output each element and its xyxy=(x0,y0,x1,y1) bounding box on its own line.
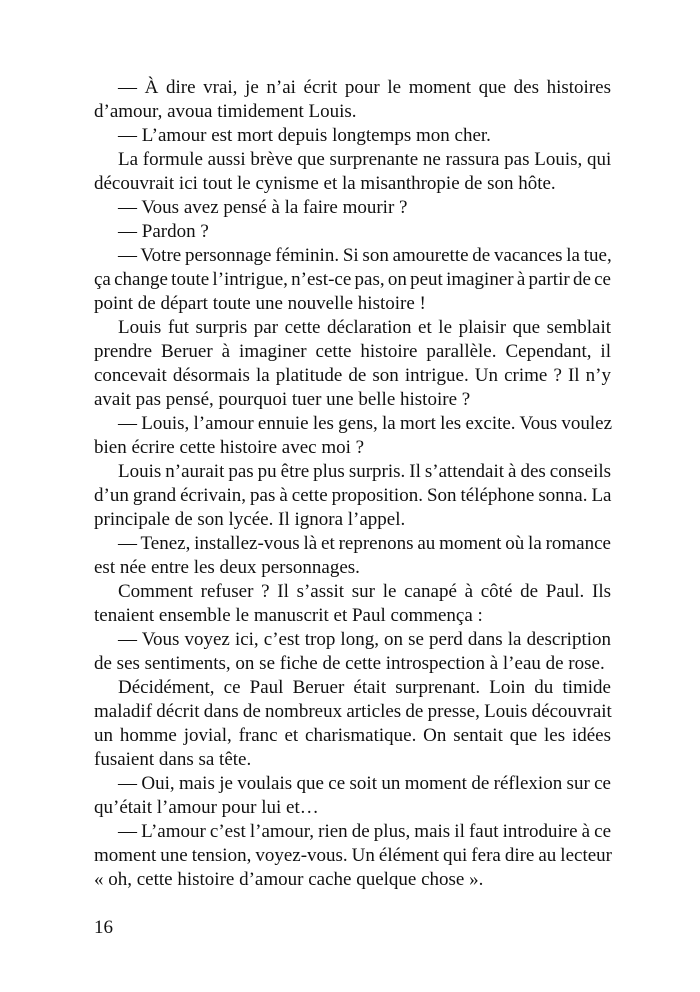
page-number: 16 xyxy=(94,917,113,938)
body-text xyxy=(94,76,611,892)
text-line: Décidément, ce Paul Beruer était surprenant. Loin du timide xyxy=(118,677,611,698)
text-line: maladif décrit dans de nombreux articles de presse, Louis découvrait xyxy=(94,701,612,722)
text-line: — Louis, l’amour ennuie les gens, la mort les excite. Vous voulez xyxy=(118,413,613,434)
text-line: — Tenez, installez-vous là et reprenons au moment où la romance xyxy=(118,533,611,554)
paragraph xyxy=(94,628,611,676)
paragraph xyxy=(94,220,611,244)
paragraph xyxy=(94,76,611,124)
paragraph xyxy=(94,244,611,316)
text-line: ça change toute l’intrigue, n’est-ce pas, on peut imaginer à partir de ce xyxy=(94,269,611,290)
text-line: — Pardon ? xyxy=(118,221,209,242)
text-line: moment une tension, voyez-vous. Un élément qui fera dire au lecteur xyxy=(94,845,612,866)
paragraph xyxy=(94,772,611,820)
paragraph xyxy=(94,124,611,148)
paragraph xyxy=(94,460,611,532)
text-line: découvrait ici tout le cynisme et la misanthropie de son hôte. xyxy=(94,173,556,194)
text-line: prendre Beruer à imaginer cette histoire parallèle. Cependant, il xyxy=(94,341,611,362)
text-line: — À dire vrai, je n’ai écrit pour le moment que des histoires xyxy=(118,77,611,98)
text-line: de ses sentiments, on se fiche de cette introspection à l’eau de rose. xyxy=(94,653,605,674)
text-line: La formule aussi brève que surprenante ne rassura pas Louis, qui xyxy=(118,149,612,170)
paragraph xyxy=(94,196,611,220)
text-line: fusaient dans sa tête. xyxy=(94,749,252,770)
text-line: — L’amour est mort depuis longtemps mon cher. xyxy=(118,125,491,146)
text-line: — Oui, mais je voulais que ce soit un moment de réflexion sur ce xyxy=(118,773,611,794)
text-line: un homme jovial, franc et charismatique. On sentait que les idées xyxy=(94,725,611,746)
text-line: avait pas pensé, pourquoi tuer une belle histoire ? xyxy=(94,389,471,410)
text-line: — Vous avez pensé à la faire mourir ? xyxy=(118,197,408,218)
text-line: qu’était l’amour pour lui et… xyxy=(94,797,319,818)
text-line: tenaient ensemble le manuscrit et Paul commença : xyxy=(94,605,483,626)
text-line: Louis fut surpris par cette déclaration et le plaisir que semblait xyxy=(118,317,611,338)
text-line: bien écrire cette histoire avec moi ? xyxy=(94,437,365,458)
paragraph xyxy=(94,532,611,580)
text-line: — L’amour c’est l’amour, rien de plus, mais il faut introduire à ce xyxy=(118,821,611,842)
text-line: point de départ toute une nouvelle histoire ! xyxy=(94,293,426,314)
paragraph xyxy=(94,148,611,196)
text-line: — Votre personnage féminin. Si son amourette de vacances la tue, xyxy=(118,245,612,266)
text-line: « oh, cette histoire d’amour cache quelque chose ». xyxy=(94,869,484,890)
text-line: Louis n’aurait pas pu être plus surpris. Il s’attendait à des conseils xyxy=(118,461,612,482)
text-line: d’amour, avoua timidement Louis. xyxy=(94,101,357,122)
paragraph xyxy=(94,412,611,460)
text-line: Comment refuser ? Il s’assit sur le canapé à côté de Paul. Ils xyxy=(118,581,611,602)
text-line: concevait désormais la platitude de son intrigue. Un crime ? Il n’y xyxy=(94,365,611,386)
text-line: principale de son lycée. Il ignora l’appel. xyxy=(94,509,406,530)
paragraph xyxy=(94,580,611,628)
text-line: — Vous voyez ici, c’est trop long, on se perd dans la description xyxy=(118,629,611,650)
text-line: d’un grand écrivain, pas à cette proposition. Son téléphone sonna. La xyxy=(94,485,612,506)
paragraph xyxy=(94,820,611,892)
paragraph xyxy=(94,676,611,772)
text-line: est née entre les deux personnages. xyxy=(94,557,360,578)
paragraph xyxy=(94,316,611,412)
